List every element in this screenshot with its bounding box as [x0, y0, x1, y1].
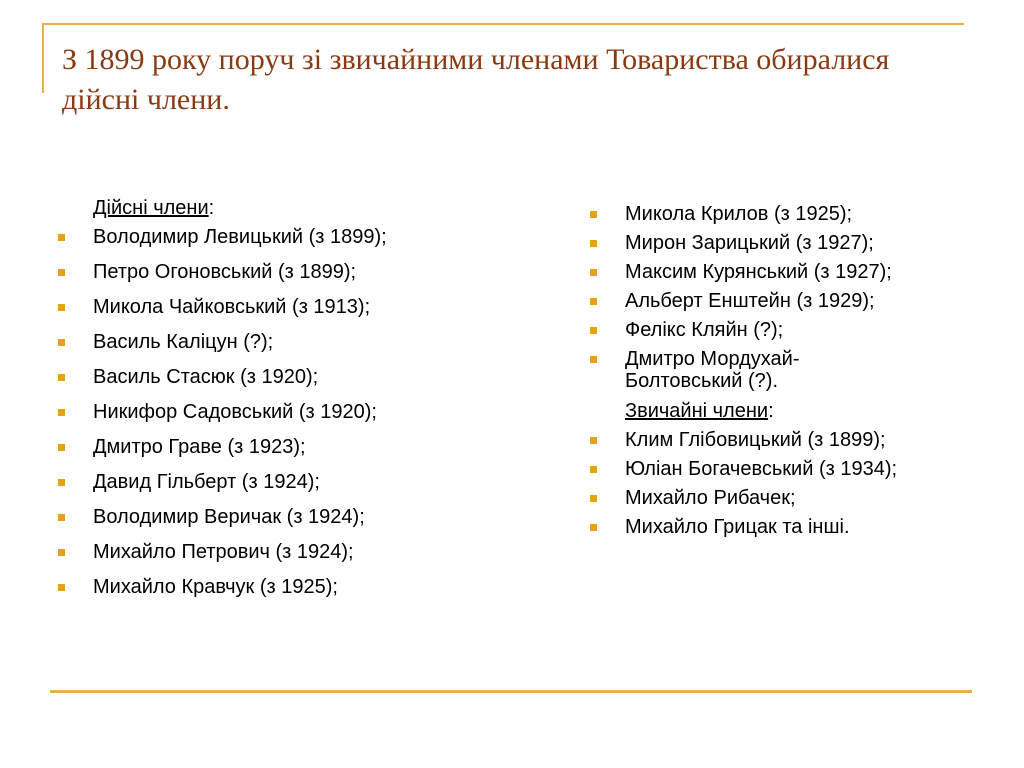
list-item: [588, 429, 988, 451]
list-item-text: Микола Крилов (з 1925);: [625, 203, 853, 225]
list-item: [588, 458, 988, 480]
slide-title: З 1899 року поруч зі звичайними членами Товариства обиралися дійсні члени.: [62, 43, 890, 116]
square-bullet-icon: [590, 240, 597, 247]
list-item: [56, 296, 506, 318]
full-members-heading: [93, 196, 506, 220]
list-item: [56, 471, 506, 493]
list-item-text: Мирон Зарицький (з 1927);: [625, 232, 874, 254]
list-item: [56, 401, 506, 423]
full-members-heading-label: Дійсні члени: [93, 197, 209, 219]
bottom-rule: [50, 690, 972, 693]
square-bullet-icon: [590, 466, 597, 473]
list-item: [588, 487, 988, 509]
list-item: [588, 319, 988, 341]
list-item: [588, 516, 988, 538]
list-item-text: Альберт Енштейн (з 1929);: [625, 290, 875, 312]
square-bullet-icon: [590, 437, 597, 444]
left-column: [56, 196, 506, 611]
square-bullet-icon: [590, 298, 597, 305]
square-bullet-icon: [590, 356, 597, 363]
list-item-text: Михайло Грицак та інші.: [625, 516, 850, 538]
list-item: [56, 366, 506, 388]
full-members-heading-colon: :: [208, 197, 215, 219]
list-item: [56, 436, 506, 458]
list-item-text: Дмитро Граве (з 1923);: [93, 436, 306, 458]
ordinary-members-list: [588, 429, 988, 538]
full-members-list: [56, 226, 506, 598]
square-bullet-icon: [58, 514, 65, 521]
ordinary-members-heading: [625, 399, 988, 423]
square-bullet-icon: [590, 327, 597, 334]
ordinary-members-heading-colon: :: [768, 400, 774, 422]
square-bullet-icon: [58, 339, 65, 346]
list-item-text: Фелікс Кляйн (?);: [625, 319, 784, 341]
square-bullet-icon: [58, 584, 65, 591]
list-item-text: Михайло Петрович (з 1924);: [93, 541, 354, 563]
square-bullet-icon: [58, 304, 65, 311]
list-item: [588, 348, 875, 392]
list-item-text: Володимир Веричак (з 1924);: [93, 506, 365, 528]
list-item-text: Володимир Левицький (з 1899);: [93, 226, 387, 248]
list-item: [56, 576, 506, 598]
list-item-text: Микола Чайковський (з 1913);: [93, 296, 371, 318]
top-rule: [42, 23, 964, 25]
list-item-text: Петро Огоновський (з 1899);: [93, 261, 357, 283]
list-item: [56, 506, 506, 528]
list-item-text: Василь Каліцун (?);: [93, 331, 274, 353]
square-bullet-icon: [590, 524, 597, 531]
square-bullet-icon: [58, 444, 65, 451]
square-bullet-icon: [590, 495, 597, 502]
list-item: [588, 203, 988, 225]
list-item: [56, 261, 506, 283]
square-bullet-icon: [590, 211, 597, 218]
list-item-text: Василь Стасюк (з 1920);: [93, 366, 319, 388]
list-item-text: Давид Гільберт (з 1924);: [93, 471, 320, 493]
list-item: [588, 290, 988, 312]
square-bullet-icon: [58, 374, 65, 381]
list-item-text: Дмитро Мордухай-Болтовський (?).: [625, 348, 800, 392]
list-item-text: Максим Курянський (з 1927);: [625, 261, 892, 283]
square-bullet-icon: [58, 479, 65, 486]
square-bullet-icon: [58, 234, 65, 241]
list-item: [56, 331, 506, 353]
list-item-text: Михайло Рибачек;: [625, 487, 796, 509]
list-item-text: Клим Глібовицький (з 1899);: [625, 429, 886, 451]
left-rule: [42, 23, 44, 93]
list-item-text: Михайло Кравчук (з 1925);: [93, 576, 338, 598]
square-bullet-icon: [58, 269, 65, 276]
list-item: [588, 261, 988, 283]
list-item: [588, 232, 988, 254]
list-item-text: Юліан Богачевський (з 1934);: [625, 458, 898, 480]
square-bullet-icon: [58, 409, 65, 416]
list-item: [56, 541, 506, 563]
list-item: [56, 226, 506, 248]
square-bullet-icon: [58, 549, 65, 556]
square-bullet-icon: [590, 269, 597, 276]
ordinary-members-heading-label: Звичайні члени: [625, 400, 769, 422]
full-members-list-continued: [588, 203, 988, 392]
list-item-text: Никифор Садовський (з 1920);: [93, 401, 377, 423]
right-column: [588, 203, 988, 545]
